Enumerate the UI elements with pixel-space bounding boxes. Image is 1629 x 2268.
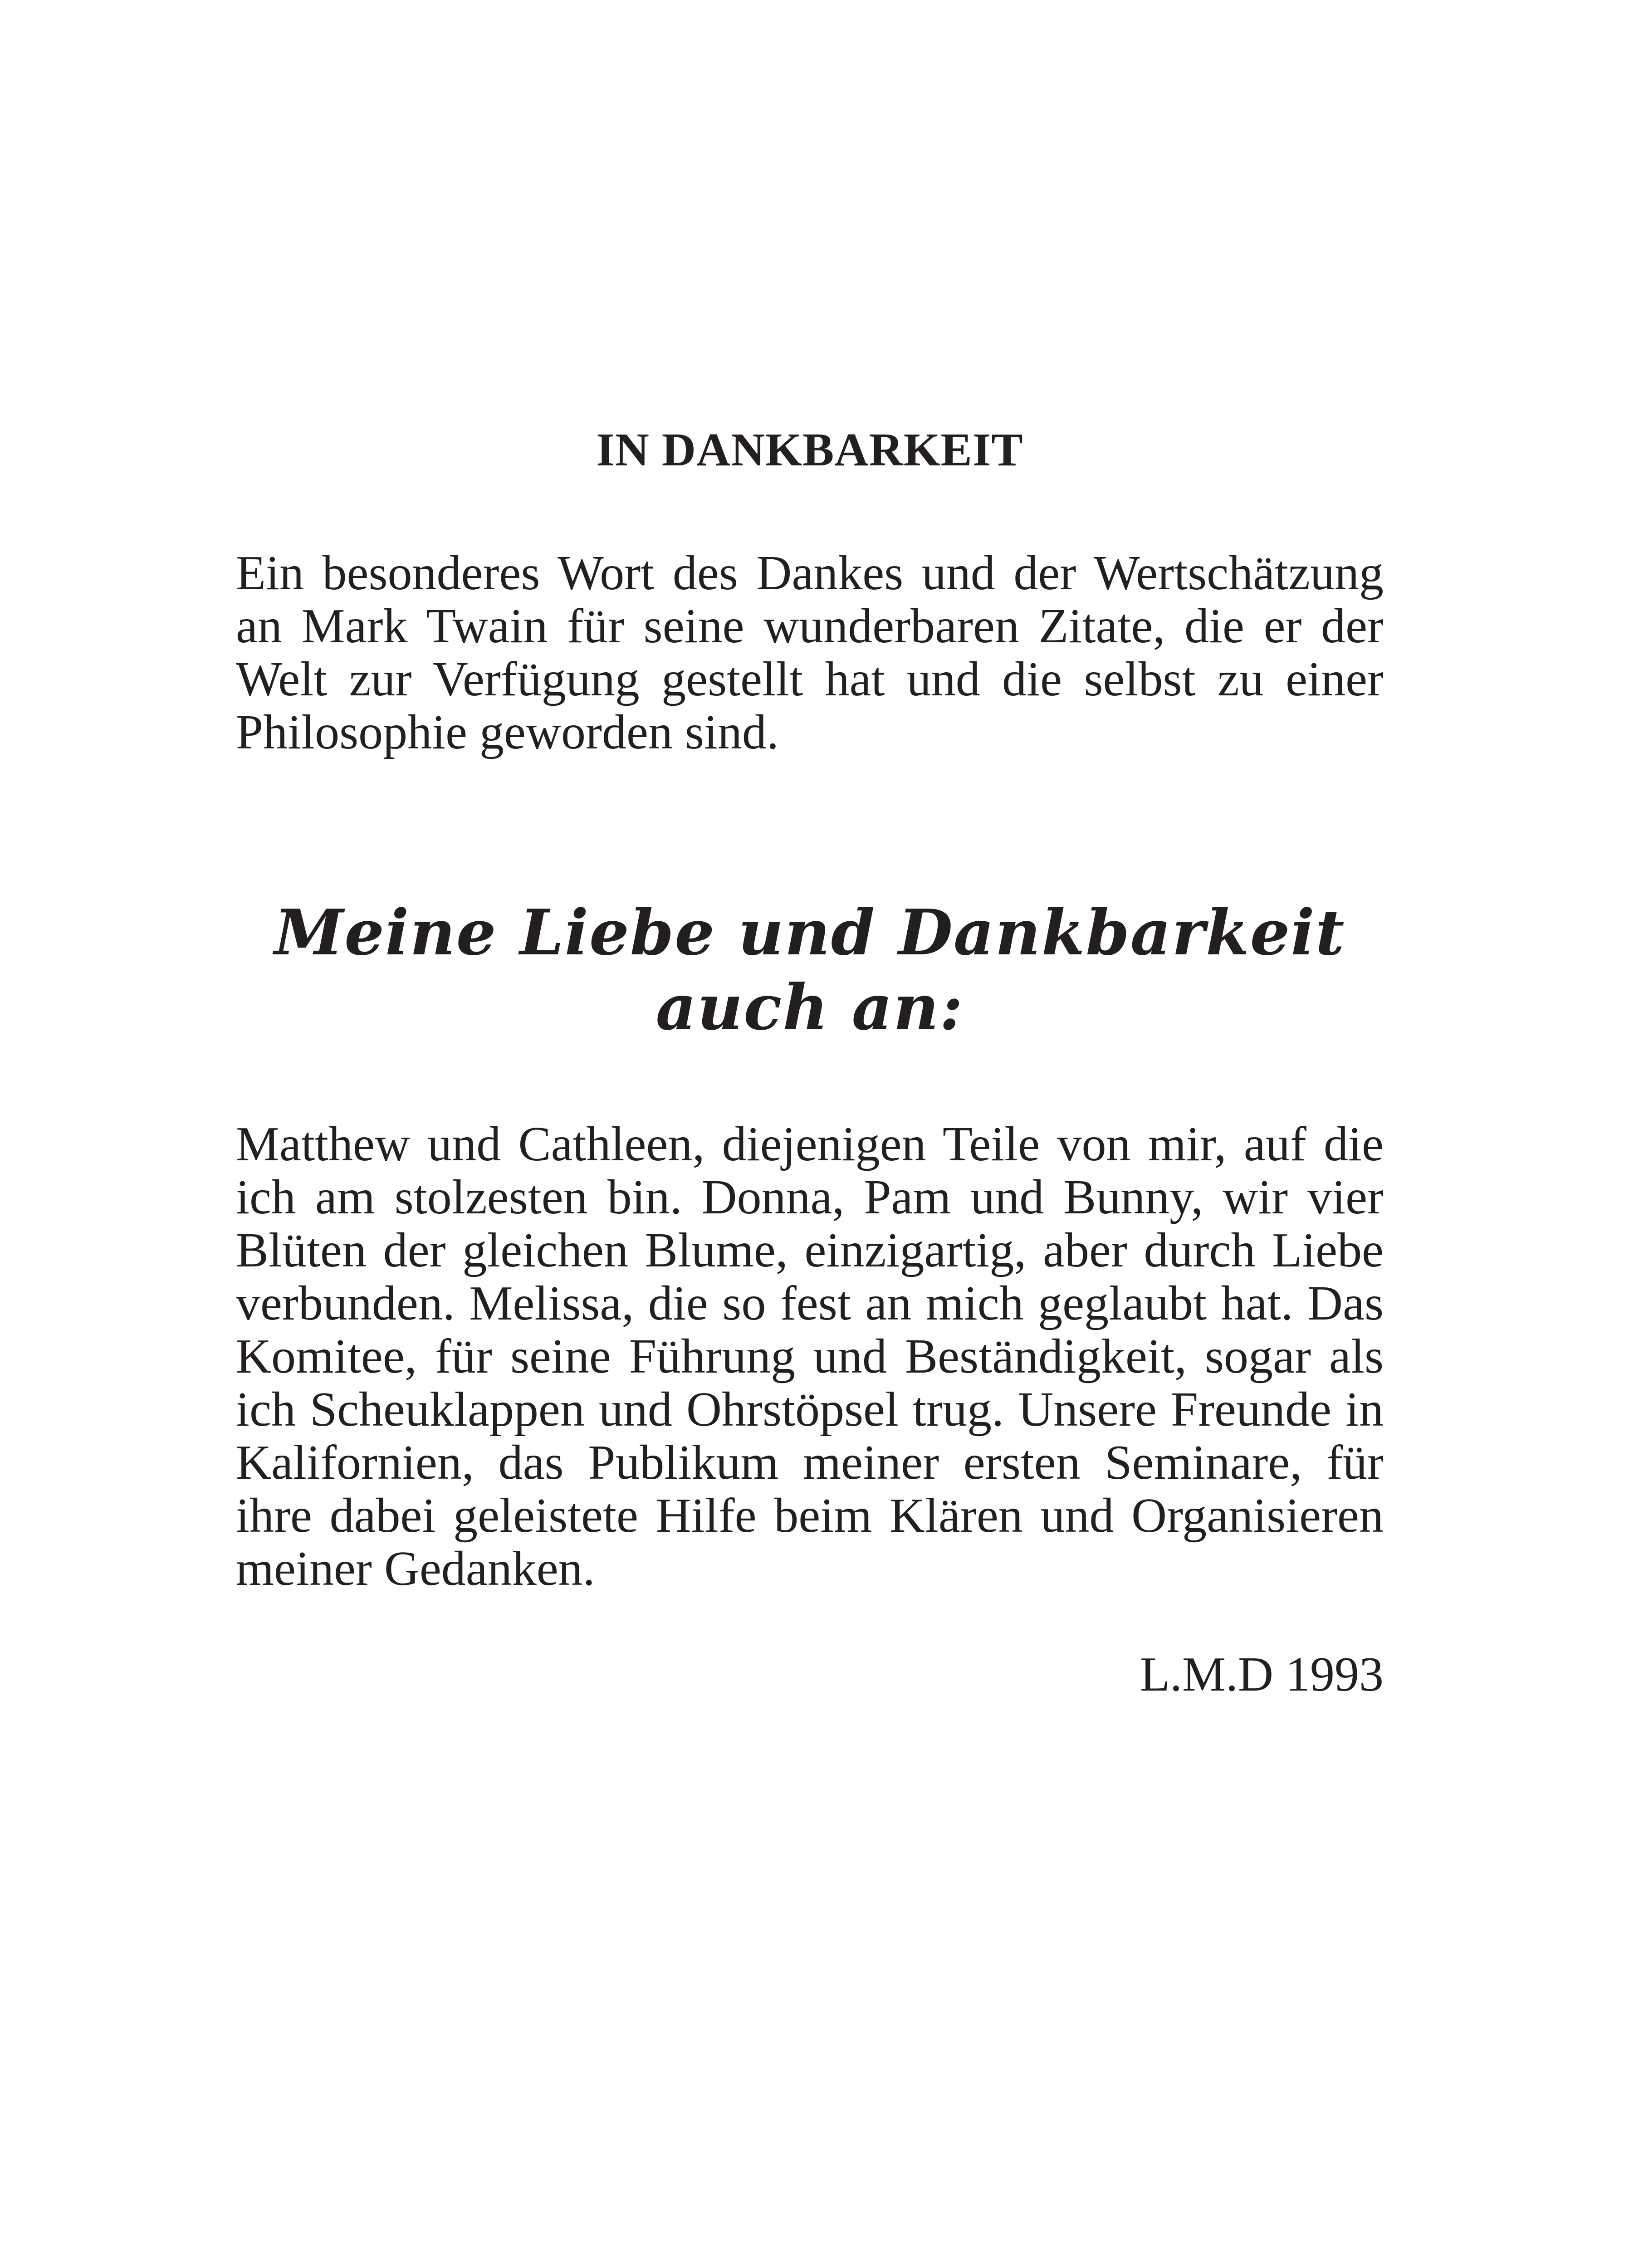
author-signature: L.M.D 1993 xyxy=(1140,1647,1384,1701)
tribute-paragraph: Ein besonderes Wort des Dankes und der Wertschätzung an Mark Twain für seine wunderbaren Zitate, die er der Welt zur Verfügung gestellt hat und die selbst zu einer Philosophie geworden sind. xyxy=(236,546,1384,759)
dedication-paragraph: Matthew und Cathleen, diejenigen Teile von mir, auf die ich am stolzesten bin. Donna, Pam und Bunny, wir vier Blüten der gleichen Blume, einzigartig, aber durch Liebe verbunden. Melissa, die so fest an mich geglaubt hat. Das Komitee, für seine Führung und Beständigkeit, sogar als ich Scheuklappen und Ohrstöpsel trug. Unsere Freunde in Kalifornien, das Publikum meiner ersten Seminare, für ihre dabei geleistete Hilfe beim Klären und Organisieren meiner Gedanken. xyxy=(236,1117,1384,1596)
page-content xyxy=(236,422,1384,1704)
page-heading: IN DANKBARKEIT xyxy=(596,424,1023,476)
dedication-subheading: Meine Liebe und Dankbarkeit auch an: xyxy=(274,895,1345,1045)
